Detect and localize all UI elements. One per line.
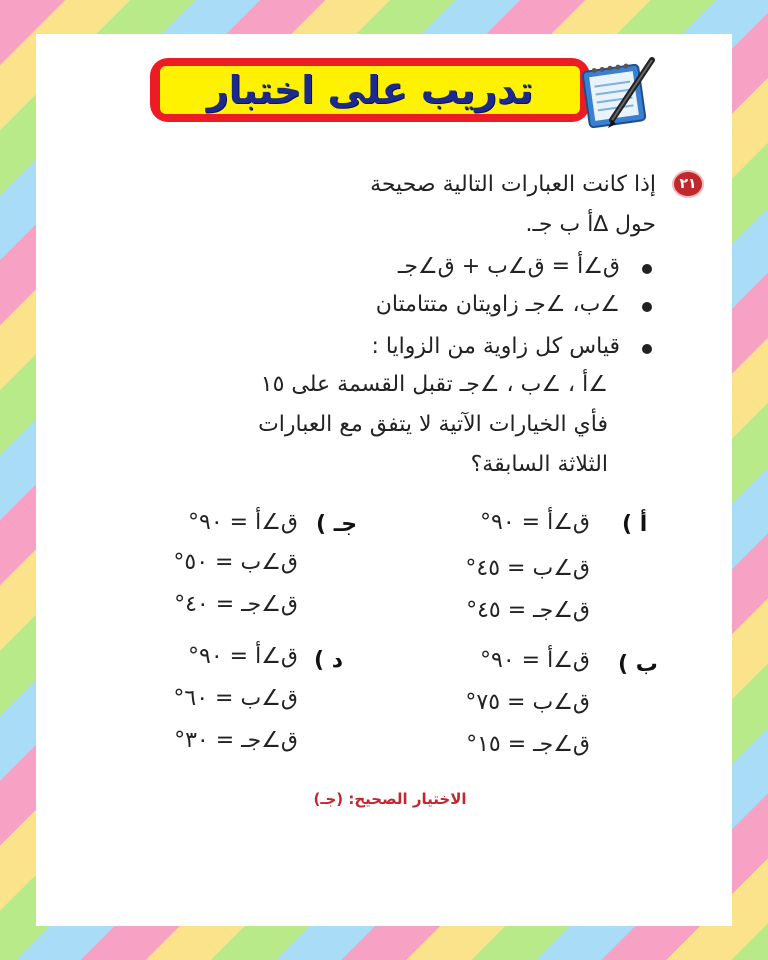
option-c-line1: ق∠أ = ٩٠° [188, 510, 298, 535]
option-d-letter: د ) [314, 648, 344, 673]
correct-answer: الاختيار الصحيح: (جـ) [313, 790, 467, 808]
banner-frame [150, 58, 590, 122]
option-d-line3: ق∠جـ = ٣٠° [174, 728, 298, 753]
option-b-line1: ق∠أ = ٩٠° [480, 648, 590, 673]
option-c-line3: ق∠جـ = ٤٠° [174, 592, 298, 617]
option-a-line1: ق∠أ = ٩٠° [480, 510, 590, 535]
statement-3-continuation: ∠أ ، ∠ب ، ∠جـ تقبل القسمة على ١٥ [260, 372, 608, 397]
question-ask-line1: فأي الخيارات الآتية لا يتفق مع العبارات [258, 412, 608, 437]
option-c-line2: ق∠ب = ٥٠° [173, 550, 298, 575]
option-d-line2: ق∠ب = ٦٠° [173, 686, 298, 711]
option-a-line2: ق∠ب = ٤٥° [465, 556, 590, 581]
option-b-letter: ب ) [618, 652, 658, 677]
option-c-letter: جـ ) [316, 512, 358, 537]
option-a-line3: ق∠جـ = ٤٥° [466, 598, 590, 623]
question-intro-line2: حول ∆أ ب جـ. [525, 212, 656, 237]
bullet-dot [642, 344, 652, 354]
bullet-dot [642, 302, 652, 312]
option-a-letter: أ ) [622, 512, 648, 537]
option-d-line1: ق∠أ = ٩٠° [188, 644, 298, 669]
question-number-badge: ٢١ [674, 172, 702, 196]
page-title: تدريب على اختبار [160, 66, 580, 114]
option-b-line3: ق∠جـ = ١٥° [466, 732, 590, 757]
statement-1: ق∠أ = ق∠ب + ق∠جـ [397, 254, 620, 279]
question-ask-line2: الثلاثة السابقة؟ [470, 452, 608, 477]
header-banner [150, 54, 660, 130]
statement-3: قياس كل زاوية من الزوايا : [371, 334, 620, 359]
question-intro-line1: إذا كانت العبارات التالية صحيحة [370, 172, 656, 197]
notepad-pen-icon [578, 54, 662, 130]
statement-2: ∠ب، ∠جـ زاويتان متتامتان [375, 292, 620, 317]
option-b-line2: ق∠ب = ٧٥° [465, 690, 590, 715]
bullet-dot [642, 264, 652, 274]
